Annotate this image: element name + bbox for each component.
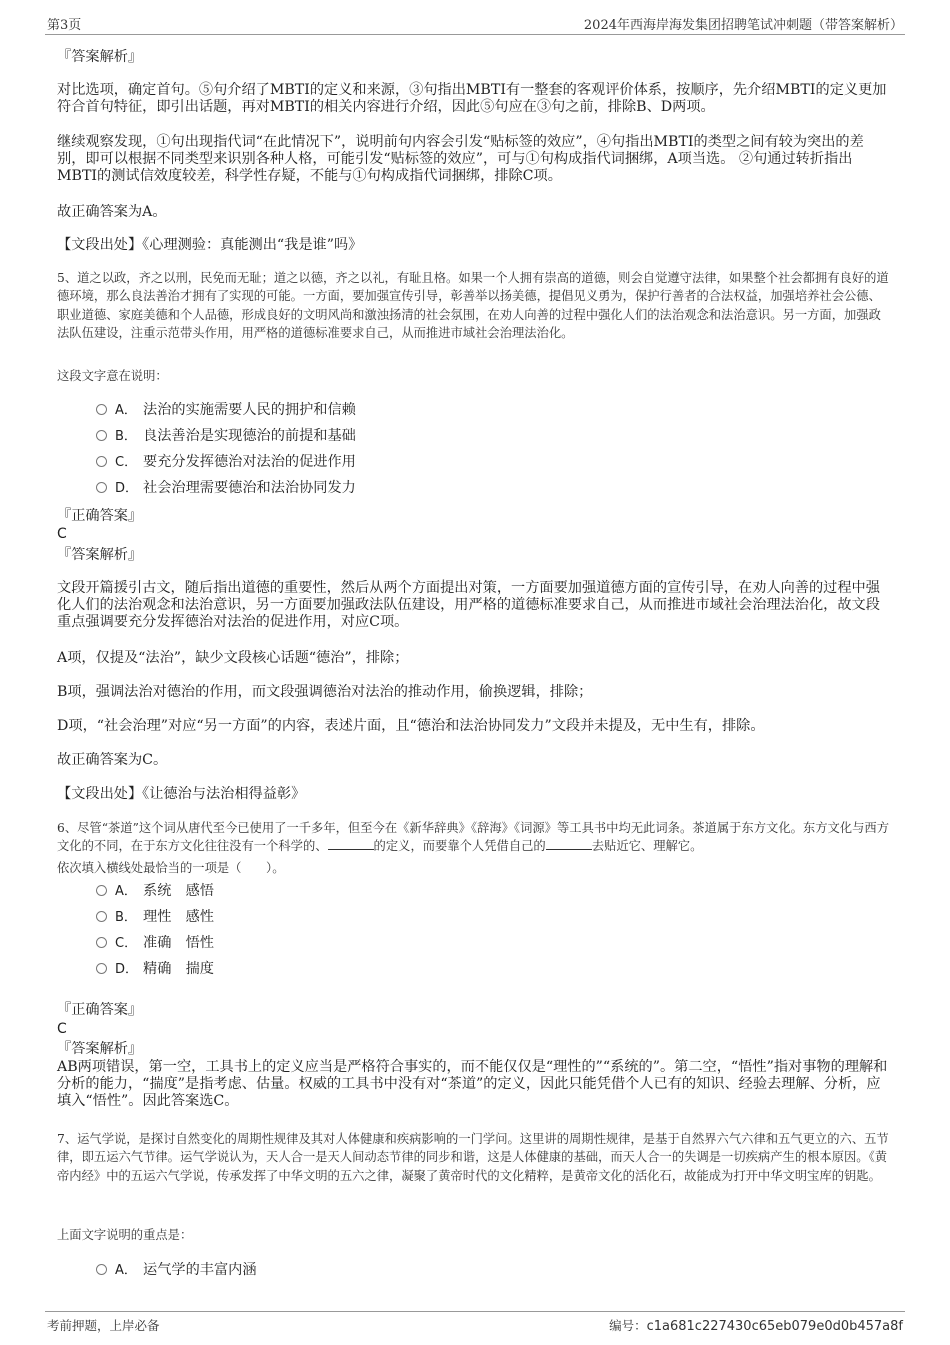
q5-analysis-p1: 文段开篇援引古文，随后指出道德的重要性，然后从两个方面提出对策，一方面要加强道德方面的宣传引导，在劝人向善的过程中强化人们的法治观念和法治意识，另一方面要加强政法队伍建设，用严格的道德标准要求自己，从而推进市域社会治理法治化，故文段重点强调要充分发挥德治对法治的促进作用，对应C项。 — [57, 580, 880, 631]
document-title: 2024年西海岸海发集团招聘笔试冲刺题（带答案解析） — [583, 18, 903, 33]
q7-stem: 7、运气学说，是探讨自然变化的周期性规律及其对人体健康和疾病影响的一门学问。这里讲的周期性规律，是基于自然界六气六律和五气更立的六、五节律，即五运六气节律。运气学说认为，天人合一是天人间动态节律的同步和谐，这是人体健康的基础，而天人合一的失调是一切疾病产生的根本原因。《黄帝内经》中的五运六气学说，传承发挥了中华文明的五六之律，凝聚了黄帝时代的文化精粹，是黄帝文化的活化石，故能成为打开中华文明宝库的钥匙。 — [57, 1132, 889, 1183]
q5-analysis-p3: B项，强调法治对德治的作用，而文段强调德治对法治的推动作用，偷换逻辑，排除； — [57, 684, 593, 700]
q5-analysis-p2: A项，仅提及“法治”，缺少文段核心话题“德治”，排除； — [57, 650, 409, 666]
q5-correct-answer: C — [57, 526, 67, 542]
q6-stem: 6、尽管“茶道”这个词从唐代至今已使用了一千多年，但至今在《新华辞典》《辞海》《词源》等工具书中均无此词条。茶道属于东方文化。东方文化与西方文化的不同，在于东方文化往往没有一个科学的、 的定义，而要靠个人凭借自己的 去贴近它、理解它。 — [57, 821, 889, 854]
q4-source: 【文段出处】《心理测验：真能测出“我是谁”吗》 — [57, 237, 363, 253]
q6-blank-2 — [546, 849, 592, 850]
q5-question: 这段文字意在说明： — [57, 369, 168, 383]
q5-analysis-label: 『答案解析』 — [57, 547, 143, 563]
page-header — [45, 12, 905, 35]
q5-stem: 5、道之以政，齐之以刑，民免而无耻；道之以德，齐之以礼，有耻且格。如果一个人拥有崇高的道德，则会自觉遵守法律，如果整个社会都拥有良好的道德环境，那么良法善治才拥有了实现的可能。一方面，要加强宣传引导，彰善举以扬美德，提倡见义勇为，保护行善者的合法权益，加强培养社会公德、职业道德、家庭美德和个人品德，形成良好的文明风尚和激浊扬清的社会氛围，在劝人向善的过程中强化人们的法治观念和法治意识。另一方面，加强政法队伍建设，注重示范带头作用，用严格的道德标准要求自己，从而推进市域社会治理法治化。 — [57, 271, 889, 341]
q6-analysis-label: 『答案解析』 — [57, 1041, 143, 1057]
radio-icon[interactable] — [96, 404, 107, 415]
page-footer — [45, 1311, 905, 1336]
footer-slogan: 考前押题，上岸必备 — [47, 1318, 160, 1333]
q6-analysis: AB两项错误，第一空，工具书上的定义应当是严格符合事实的，而不能仅仅是“理性的”“系统的”。第二空，“悟性”指对事物的理解和分析的能力，“揣度”是指考虑、估量。权威的工具书中没有对“茶道”的定义，因此只能凭借个人已有的知识、经验去理解、分析，应填入“悟性”。因此答案选C。 — [57, 1059, 888, 1110]
radio-icon[interactable] — [96, 456, 107, 467]
q6-option-a[interactable]: A． 系统 感悟 — [96, 882, 214, 901]
q6-option-d[interactable]: D． 精确 揣度 — [96, 960, 214, 979]
radio-icon[interactable] — [96, 430, 107, 441]
q5-option-b[interactable]: B． 良法善治是实现德治的前提和基础 — [96, 427, 356, 446]
q5-option-c[interactable]: C． 要充分发挥德治对法治的促进作用 — [96, 453, 356, 472]
q6-question: 依次填入横线处最恰当的一项是（ ）。 — [57, 861, 285, 875]
q6-correct-answer: C — [57, 1021, 67, 1037]
q7-question: 上面文字说明的重点是： — [57, 1228, 193, 1242]
q6-option-b[interactable]: B． 理性 感性 — [96, 908, 214, 927]
radio-icon[interactable] — [96, 482, 107, 493]
q5-option-a[interactable]: A． 法治的实施需要人民的拥护和信赖 — [96, 401, 356, 420]
radio-icon[interactable] — [96, 885, 107, 896]
q6-correct-label: 『正确答案』 — [57, 1002, 143, 1018]
radio-icon[interactable] — [96, 911, 107, 922]
document-code: 编号：c1a681c227430c65eb079e0d0b457a8f — [609, 1318, 903, 1334]
radio-icon[interactable] — [96, 937, 107, 948]
q4-analysis-p3: 故正确答案为A。 — [57, 204, 167, 220]
q5-correct-label: 『正确答案』 — [57, 508, 143, 524]
q7-option-a[interactable]: A． 运气学的丰富内涵 — [96, 1261, 257, 1280]
radio-icon[interactable] — [96, 963, 107, 974]
q6-option-c[interactable]: C． 准确 悟性 — [96, 934, 214, 953]
q5-option-d[interactable]: D． 社会治理需要德治和法治协同发力 — [96, 479, 356, 498]
q4-analysis-p2: 继续观察发现，①句出现指代词“在此情况下”，说明前句内容会引发“贴标签的效应”，④句指出MBTI的类型之间有较为突出的差别，即可以根据不同类型来识别各种人格，可能引发“贴标签的效应”，可与①句构成指代词捆绑，A项当选。 ②句通过转折指出MBTI的测试信效度较差，科学性存疑，不能与①句构成指代词捆绑，排除C项。 — [57, 134, 864, 185]
q5-analysis-p4: D项，“社会治理”对应“另一方面”的内容，表述片面，且“德治和法治协同发力”文段并未提及，无中生有，排除。 — [57, 718, 765, 734]
page-number: 第3页 — [47, 18, 82, 33]
q5-source: 【文段出处】《让德治与法治相得益彰》 — [57, 786, 306, 802]
q6-blank-1 — [328, 849, 374, 850]
q4-analysis-label: 『答案解析』 — [57, 49, 143, 65]
radio-icon[interactable] — [96, 1264, 107, 1275]
q4-analysis-p1: 对比选项，确定首句。⑤句介绍了MBTI的定义和来源，③句指出MBTI有一整套的客观评价体系，按顺序，先介绍MBTI的定义更加符合首句特征，即引出话题，再对MBTI的相关内容进行介绍，因此⑤句应在③句之前，排除B、D两项。 — [57, 82, 887, 116]
q5-analysis-p5: 故正确答案为C。 — [57, 752, 168, 768]
